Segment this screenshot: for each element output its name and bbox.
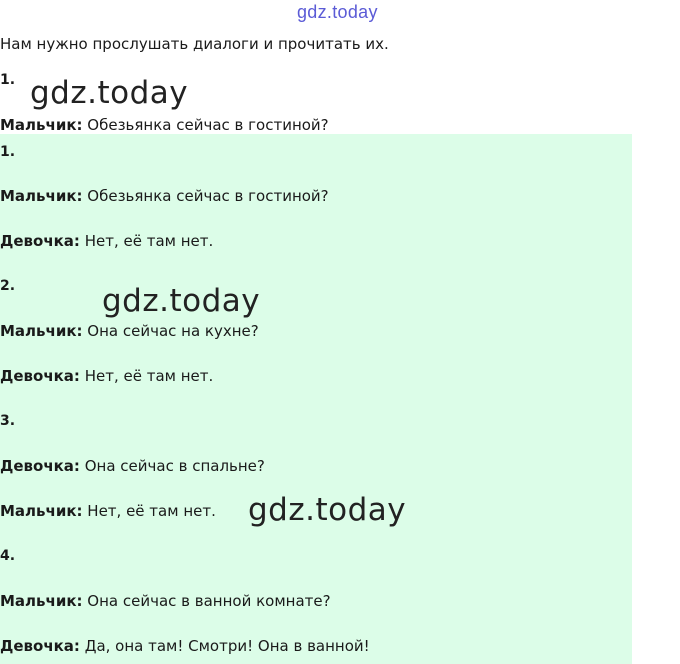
dialog-2-number: 2. — [0, 278, 16, 294]
question-speaker: Мальчик: — [0, 116, 83, 134]
dialog-speaker: Мальчик: — [0, 592, 83, 610]
dialog-text: Нет, её там нет. — [87, 502, 216, 520]
dialog-speaker: Мальчик: — [0, 322, 83, 340]
dialog-4-line-2 — [0, 637, 370, 655]
watermark-3: gdz.today — [248, 492, 407, 528]
dialog-text: Да, она там! Смотри! Она в ванной! — [84, 637, 370, 655]
dialog-4-line-1 — [0, 592, 331, 610]
dialog-speaker: Девочка: — [0, 232, 80, 250]
dialog-text: Она сейчас на кухне? — [87, 322, 259, 340]
watermark-2: gdz.today — [102, 283, 261, 319]
question-line — [0, 116, 329, 134]
dialog-speaker: Девочка: — [0, 367, 80, 385]
dialog-1-line-2 — [0, 232, 213, 250]
dialog-text: Обезьянка сейчас в гостиной? — [87, 187, 329, 205]
dialog-text: Она сейчас в спальне? — [84, 457, 265, 475]
dialog-text: Нет, её там нет. — [84, 367, 214, 385]
dialog-2-line-1 — [0, 322, 259, 340]
intro-text: Нам нужно прослушать диалоги и прочитать их. — [0, 35, 389, 53]
dialog-speaker: Девочка: — [0, 457, 80, 475]
dialog-speaker: Мальчик: — [0, 187, 83, 205]
question-text: Обезьянка сейчас в гостиной? — [87, 116, 329, 134]
dialog-1-number: 1. — [0, 144, 16, 160]
dialog-4-number: 4. — [0, 548, 16, 564]
dialog-text: Нет, её там нет. — [84, 232, 214, 250]
dialog-text: Она сейчас в ванной комнате? — [87, 592, 331, 610]
dialog-2-line-2 — [0, 367, 213, 385]
dialog-3-line-1 — [0, 457, 265, 475]
watermark-1: gdz.today — [30, 75, 189, 111]
question-number: 1. — [0, 72, 16, 88]
dialog-1-line-1 — [0, 187, 329, 205]
top-watermark: gdz.today — [297, 2, 378, 22]
dialog-3-number: 3. — [0, 413, 16, 429]
dialog-3-line-2 — [0, 502, 216, 520]
dialog-speaker: Девочка: — [0, 637, 80, 655]
dialog-speaker: Мальчик: — [0, 502, 83, 520]
answer-panel — [0, 134, 632, 664]
